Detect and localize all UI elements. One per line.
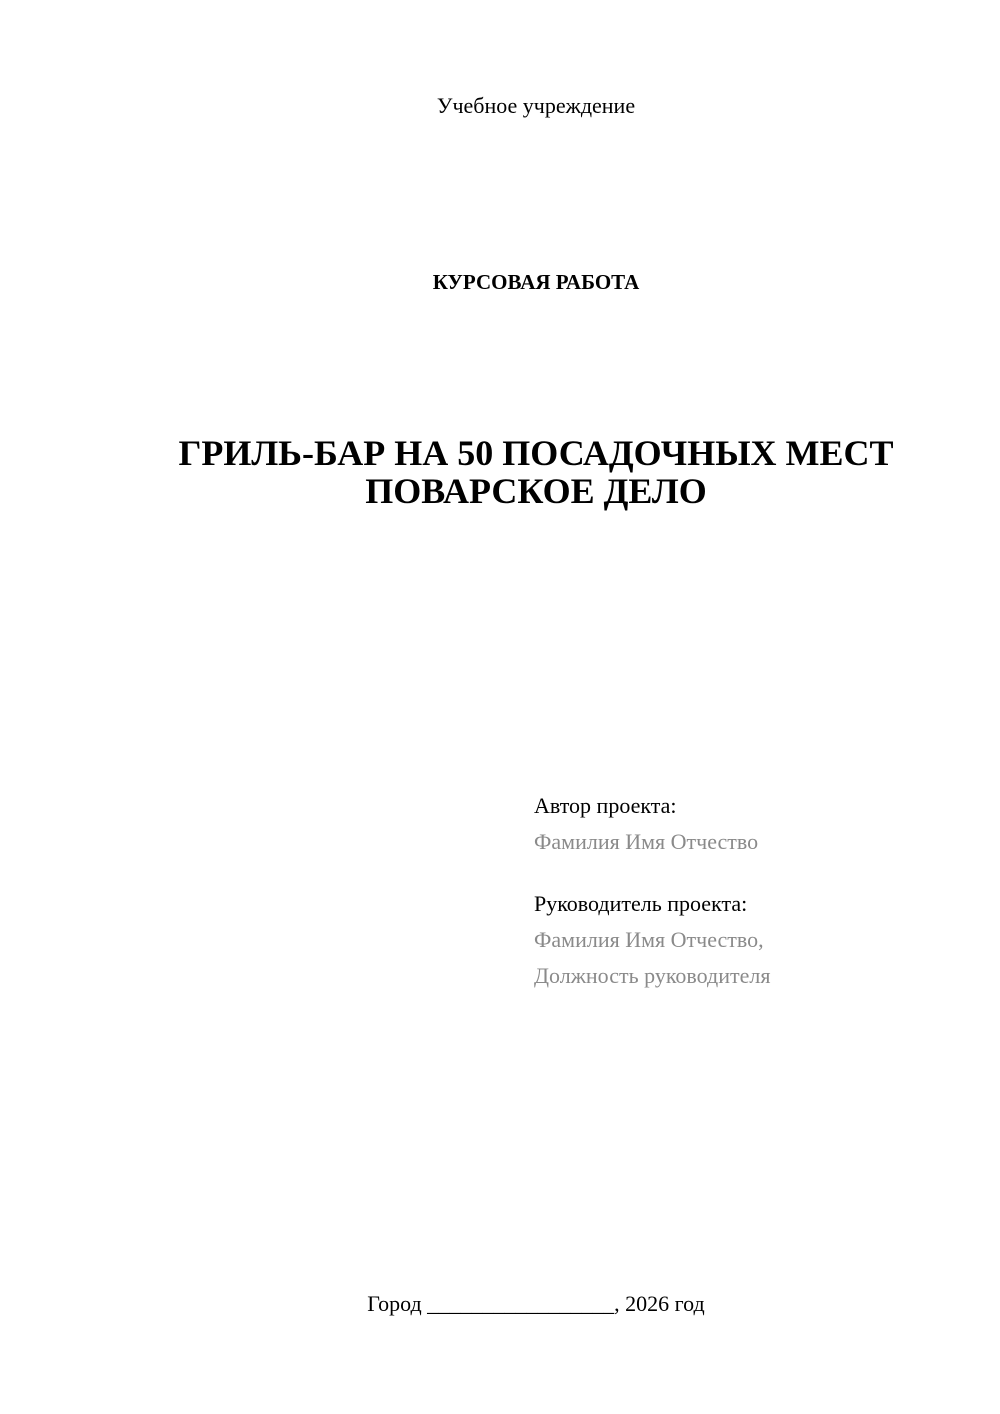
document-title [0, 434, 1000, 510]
supervisor-label: Руководитель проекта: [534, 891, 748, 916]
credits-block [534, 788, 974, 994]
credits-spacer [534, 860, 974, 886]
document-type: КУРСОВАЯ РАБОТА [432, 270, 640, 294]
supervisor-name: Фамилия Имя Отчество, [534, 927, 764, 952]
author-label: Автор проекта: [534, 793, 677, 818]
author-name: Фамилия Имя Отчество [534, 829, 759, 854]
title-line-2: ПОВАРСКОЕ ДЕЛО [365, 471, 707, 511]
city-year-line: Город _________________, 2026 год [367, 1291, 705, 1316]
title-line-1: ГРИЛЬ-БАР НА 50 ПОСАДОЧНЫХ МЕСТ [178, 433, 894, 473]
institution-name: Учебное учреждение [436, 93, 636, 118]
supervisor-position: Должность руководителя [534, 963, 771, 988]
